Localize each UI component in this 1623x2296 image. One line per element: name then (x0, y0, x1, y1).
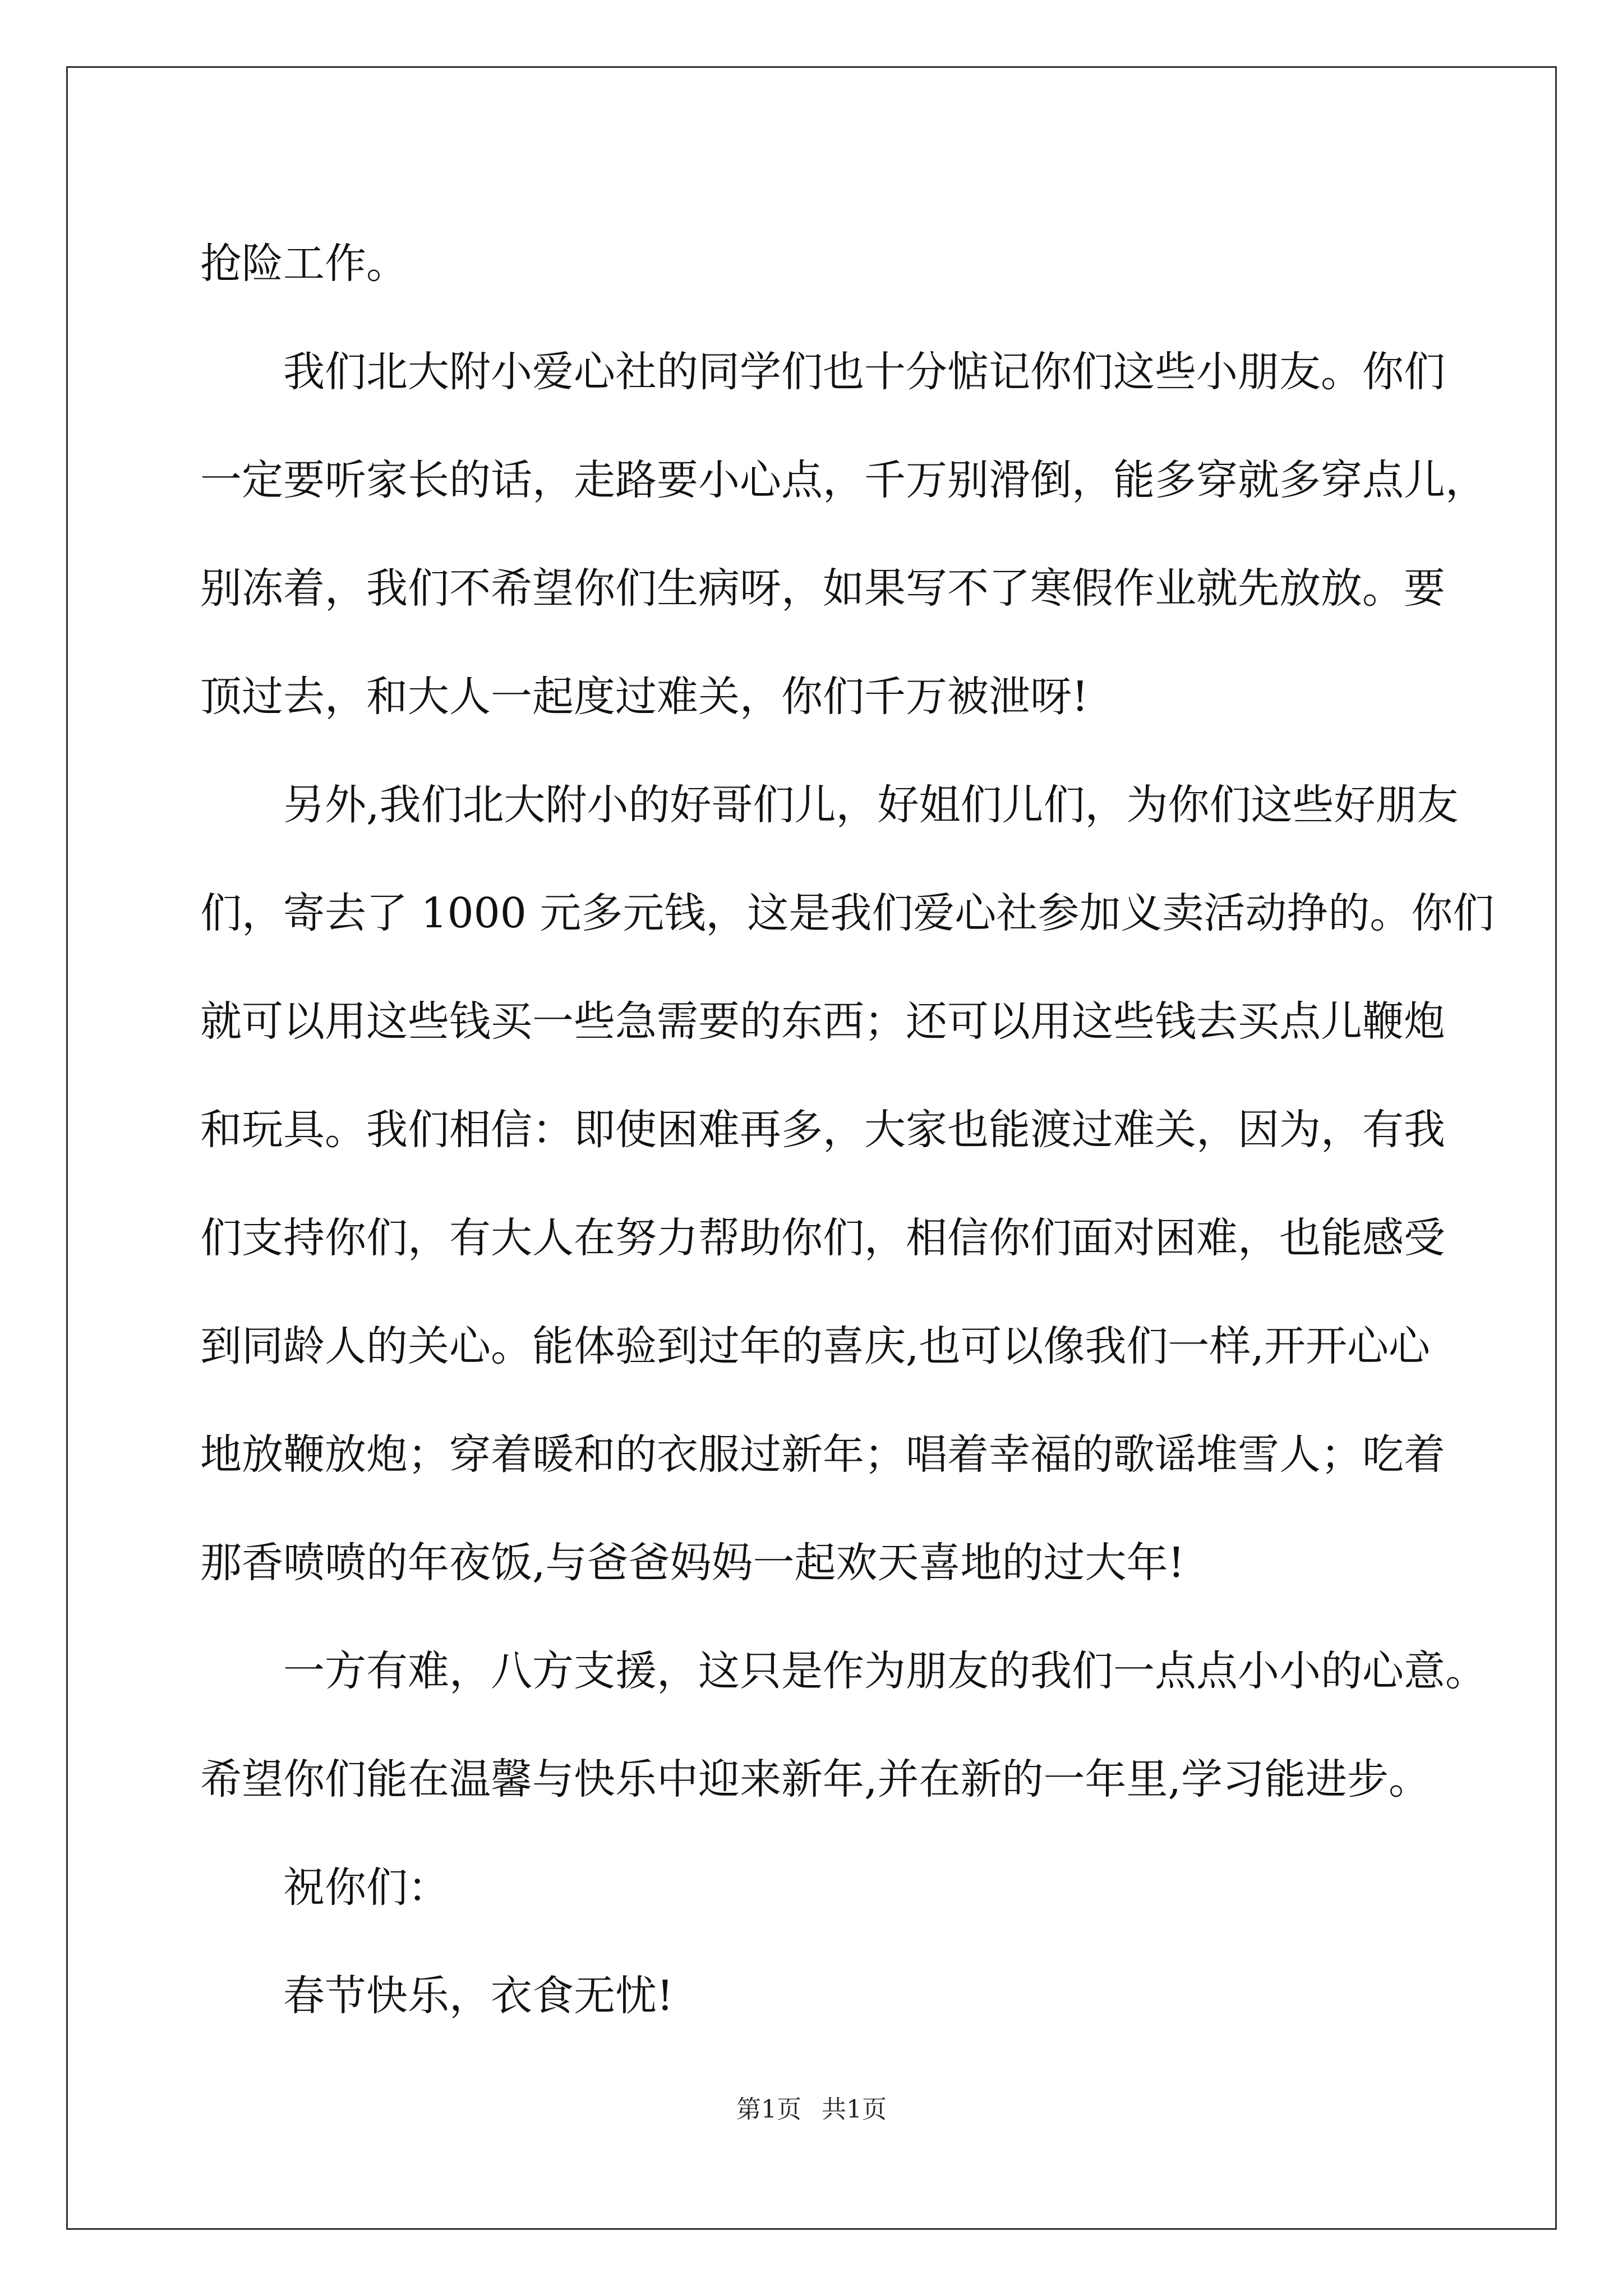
text-line: 一方有难，八方支援，这只是作为朋友的我们一点点小小的心意。 (283, 1647, 1487, 1695)
page-total: 共1页 (822, 2095, 887, 2124)
text-line: 就可以用这些钱买一些急需要的东西；还可以用这些钱去买点儿鞭炮 (200, 997, 1445, 1046)
text-line: 到同龄人的关心。能体验到过年的喜庆,也可以像我们一样,开开心心 (200, 1322, 1431, 1370)
text-line: 顶过去，和大人一起度过难关，你们千万被泄呀! (200, 673, 1089, 721)
text-line: 另外,我们北大附小的好哥们儿，好姐们儿们，为你们这些好朋友 (283, 781, 1459, 829)
text-line: 们，寄去了 1000 元多元钱，这是我们爱心社参加义卖活动挣的。你们 (200, 889, 1495, 937)
text-line: 我们北大附小爱心社的同学们也十分惦记你们这些小朋友。你们 (283, 348, 1445, 396)
closing-wish: 春节快乐，衣食无忧! (283, 1972, 674, 2020)
text-line: 抢险工作。 (200, 240, 408, 288)
document-body (200, 210, 1495, 2050)
text-line: 别冻着，我们不希望你们生病呀，如果写不了寒假作业就先放放。要 (200, 564, 1445, 613)
text-line: 和玩具。我们相信：即使困难再多，大家也能渡过难关，因为，有我 (200, 1106, 1445, 1154)
text-line: 希望你们能在温馨与快乐中迎来新年,并在新的一年里,学习能进步。 (200, 1755, 1431, 1803)
page-footer (0, 2089, 1623, 2125)
text-line: 一定要听家长的话，走路要小心点，千万别滑倒，能多穿就多穿点儿， (200, 456, 1487, 504)
text-line: 地放鞭放炮；穿着暖和的衣服过新年；唱着幸福的歌谣堆雪人；吃着 (200, 1430, 1445, 1479)
greeting-line: 祝你们： (283, 1864, 449, 1912)
text-line: 那香喷喷的年夜饭,与爸爸妈妈一起欢天喜地的过大年! (200, 1539, 1185, 1587)
page-number: 第1页 (736, 2095, 801, 2124)
text-line: 们支持你们，有大人在努力帮助你们，相信你们面对困难，也能感受 (200, 1214, 1445, 1262)
